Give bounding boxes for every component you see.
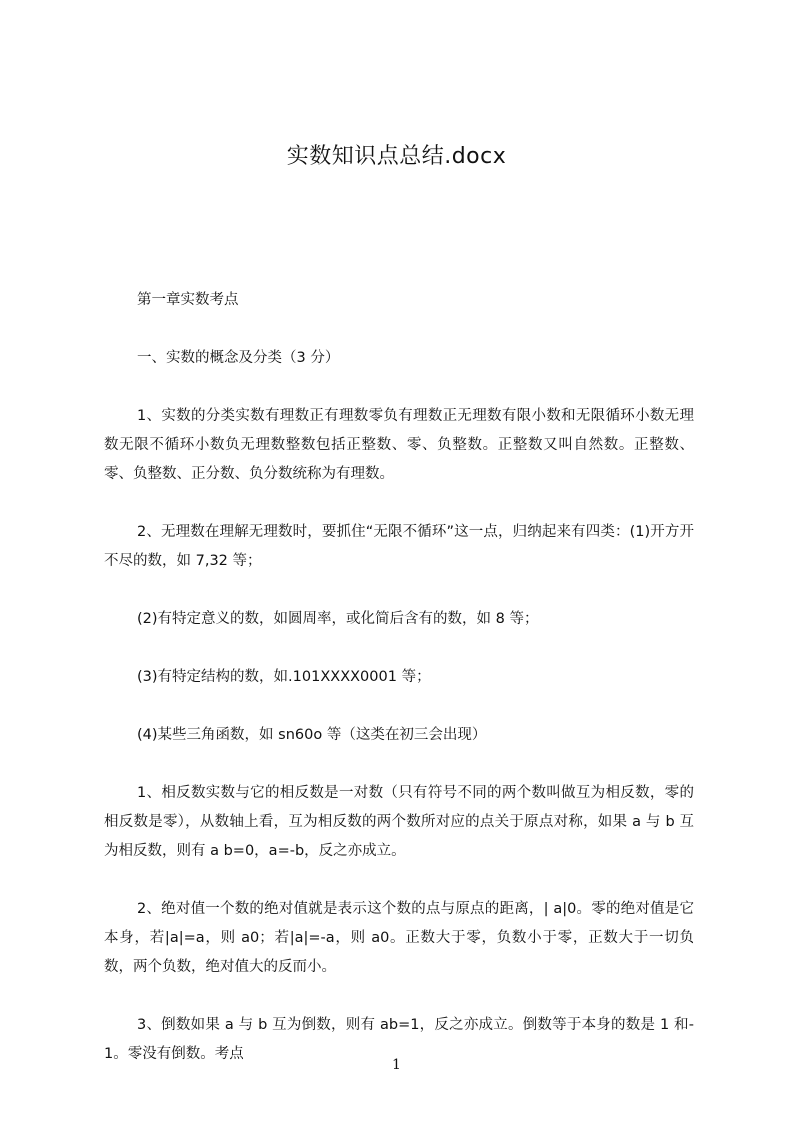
paragraph-opposite-numbers: 1、相反数实数与它的相反数是一对数（只有符号不同的两个数叫做互为相反数，零的相反数是零），从数轴上看，互为相反数的两个数所对应的点关于原点对称，如果 a 与 b 互为相反数，则有 a b=0，a=-b，反之亦成立。 <box>104 785 694 859</box>
paragraph-absolute-value: 2、绝对值一个数的绝对值就是表示这个数的点与原点的距离，| a|0。零的绝对值是它本身，若|a|=a，则 a0；若|a|=-a，则 a0。正数大于零，负数小于零，正数大于一切负数，两个负数，绝对值大的反而小。 <box>104 901 694 975</box>
chapter-heading: 第一章实数考点 <box>137 292 239 308</box>
paragraph-trig-functions: (4)某些三角函数，如 sn60o 等（这类在初三会出现） <box>137 727 487 743</box>
paragraph-special-meaning-numbers: (2)有特定意义的数，如圆周率，或化简后含有的数，如 8 等； <box>137 611 539 627</box>
document-title: 实数知识点总结.docx <box>286 144 507 169</box>
paragraph-special-structure-numbers: (3)有特定结构的数，如.101XXXX0001 等； <box>137 669 431 685</box>
page-number: 1 <box>392 1057 401 1073</box>
document-body <box>104 286 694 1098</box>
section-heading: 一、实数的概念及分类（3 分） <box>137 350 340 366</box>
paragraph-irrational-numbers: 2、无理数在理解无理数时，要抓住“无限不循环”这一点，归纳起来有四类：(1)开方开不尽的数，如 7,32 等； <box>104 524 694 569</box>
paragraph-real-number-classification: 1、实数的分类实数有理数正有理数零负有理数正无理数有限小数和无限循环小数无理数无限不循环小数负无理数整数包括正整数、零、负整数。正整数又叫自然数。正整数、零、负整数、正分数、负分数统称为有理数。 <box>104 408 694 482</box>
paragraph-reciprocal: 3、倒数如果 a 与 b 互为倒数，则有 ab=1，反之亦成立。倒数等于本身的数是 1 和-1。零没有倒数。考点 <box>104 1017 694 1062</box>
